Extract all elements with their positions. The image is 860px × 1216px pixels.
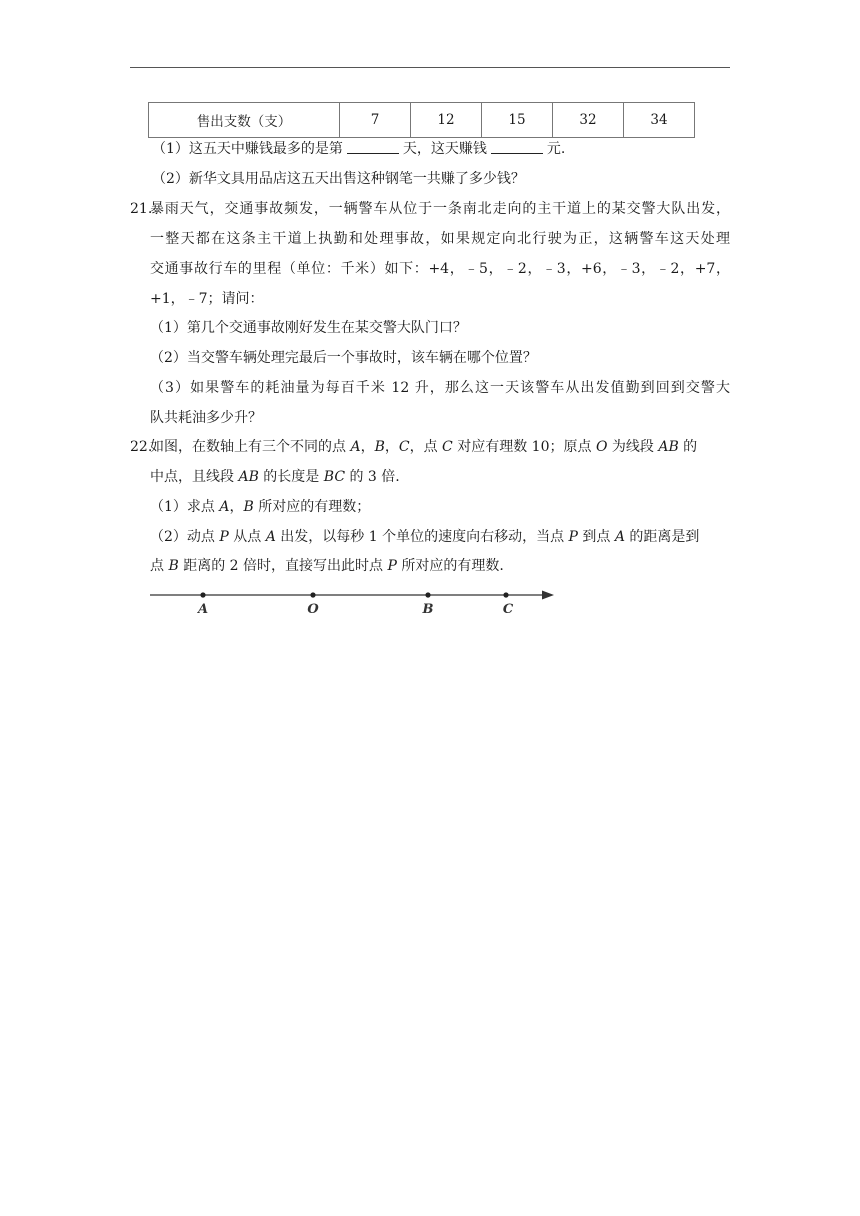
arrow-right-icon: [542, 591, 554, 600]
point-b-dot: [425, 592, 430, 597]
q21-part3: （3）如果警车的耗油量为每百千米 12 升，那么这一天该警车从出发值勤到回到交警大: [150, 380, 730, 396]
point-c-label: C: [502, 602, 514, 617]
q21-part1: （1）第几个交通事故刚好发生在某交警大队门口？: [150, 320, 467, 336]
point-c-dot: [503, 592, 508, 597]
answer-blank: [491, 139, 543, 154]
q22-text-line: 中点，且线段 AB 的长度是 BC 的 3 倍.: [150, 469, 400, 485]
q21-part2: （2）当交警车辆处理完最后一个事故时，该车辆在哪个位置？: [150, 350, 537, 366]
q22-part2: （2）动点 P 从点 A 出发，以每秒 1 个单位的速度向右移动，当点 P 到点 A 的距离是到: [150, 529, 700, 545]
q21-text-line: +1，﹣7；请问：: [150, 291, 264, 307]
q21-text-line: 交通事故行车的里程（单位：千米）如下：+4，﹣5，﹣2，﹣3，+6，﹣3，﹣2，+7，: [150, 261, 730, 277]
answer-blank: [347, 139, 399, 154]
point-a-dot: [200, 592, 205, 597]
q22-text-line: 如图，在数轴上有三个不同的点 A，B，C，点 C 对应有理数 10；原点 O 为线段 AB 的: [150, 439, 698, 455]
table-cell: 12: [411, 103, 482, 138]
q22-part1: （1）求点 A，B 所对应的有理数；: [150, 499, 371, 515]
q22-part2-cont: 点 B 距离的 2 倍时，直接写出此时点 P 所对应的有理数.: [150, 558, 504, 574]
header-rule: [130, 67, 730, 68]
table-row: [149, 103, 695, 138]
q21-number: 21.: [130, 201, 153, 217]
q20-part1: （1）这五天中赚钱最多的是第 天，这天赚钱 元.: [152, 141, 566, 157]
table-row-label: 售出支数（支）: [149, 103, 340, 138]
q21-text-line: 暴雨天气，交通事故频发，一辆警车从位于一条南北走向的主干道上的某交警大队出发，: [150, 201, 730, 217]
table-cell: 7: [340, 103, 411, 138]
point-a-label: A: [197, 602, 209, 617]
point-b-label: B: [422, 602, 434, 617]
q21-part3-cont: 队共耗油多少升？: [150, 410, 262, 426]
point-o-dot: [310, 592, 315, 597]
q20-part2: （2）新华文具用品店这五天出售这种钢笔一共赚了多少钱？: [152, 171, 525, 187]
number-line-figure: [148, 585, 558, 625]
point-o-label: O: [307, 602, 319, 617]
table-cell: 15: [482, 103, 553, 138]
q22-number: 22.: [130, 439, 153, 455]
q21-text-line: 一整天都在这条主干道上执勤和处理事故，如果规定向北行驶为正，这辆警车这天处理: [150, 231, 730, 247]
sales-table: [148, 102, 695, 138]
table-cell: 32: [553, 103, 624, 138]
table-cell: 34: [624, 103, 695, 138]
